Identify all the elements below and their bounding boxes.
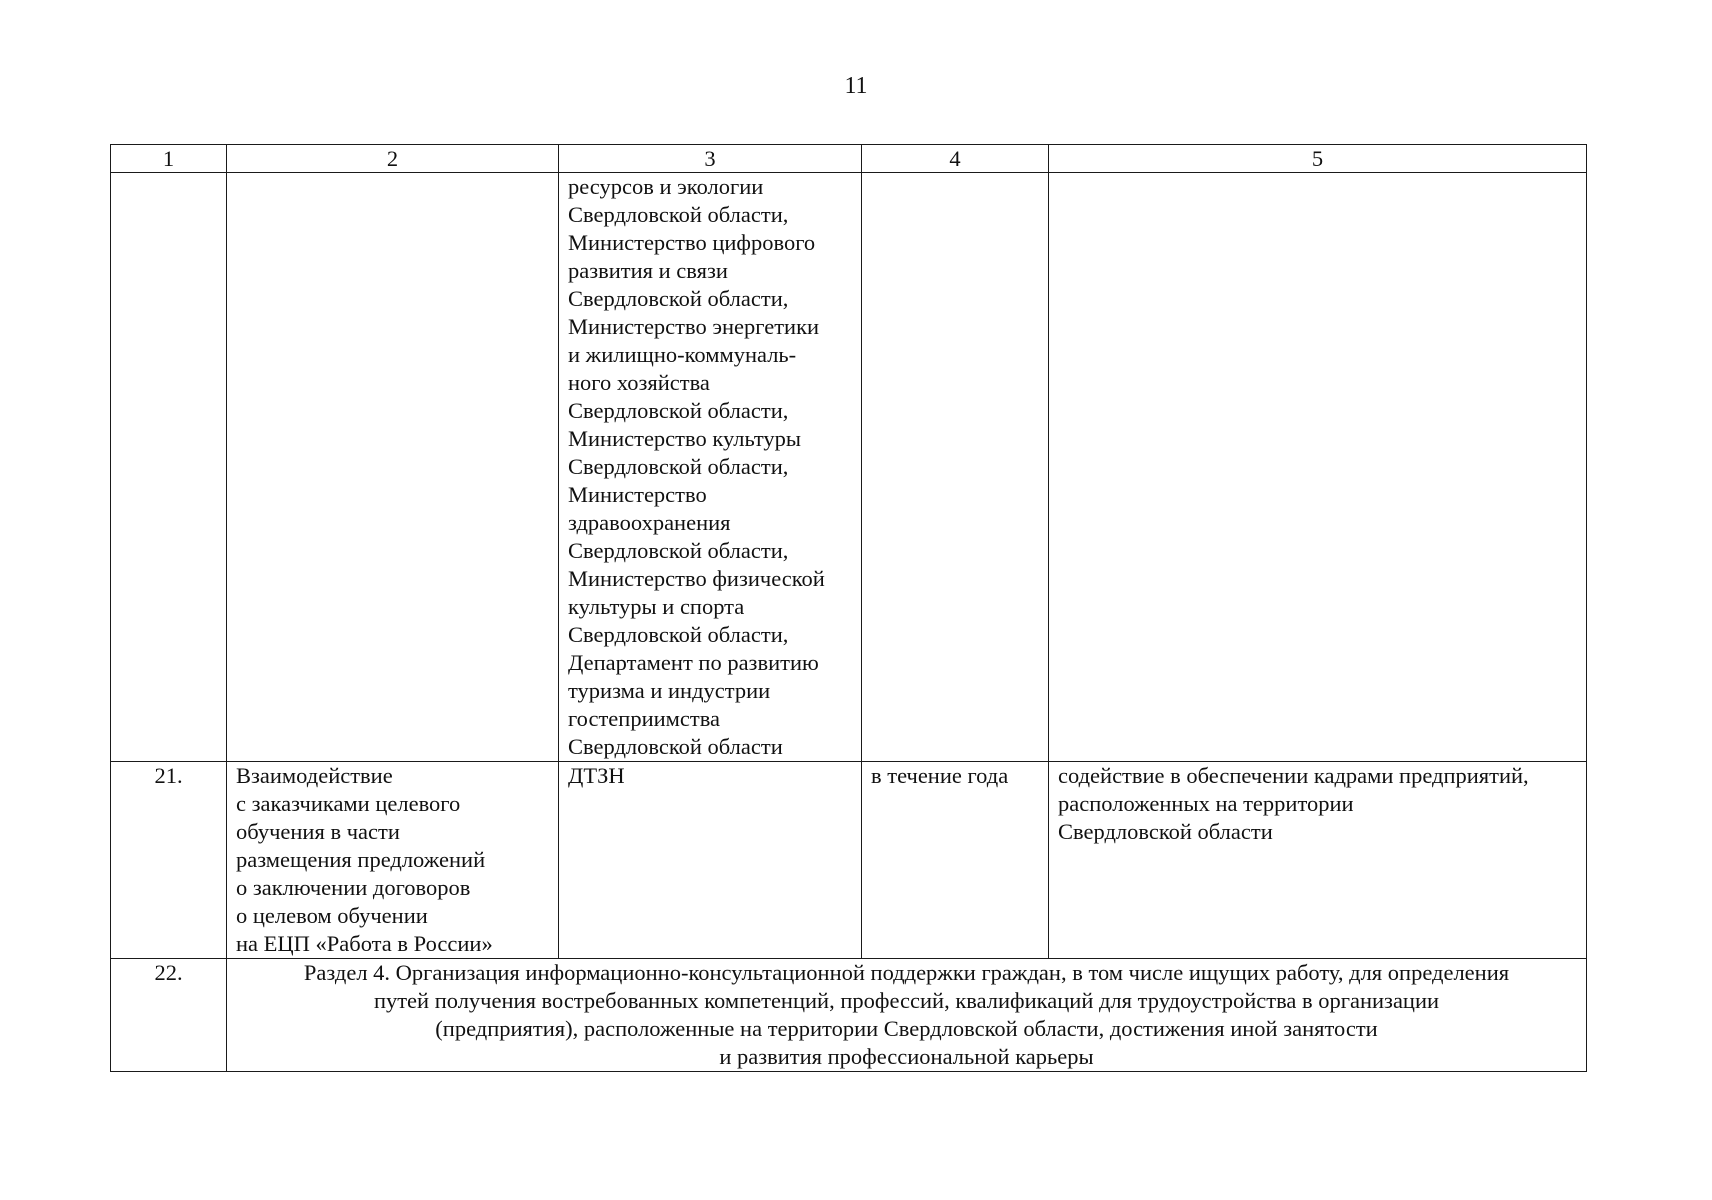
continuation-deadline-cell xyxy=(862,173,1049,762)
continuation-number-cell xyxy=(111,173,227,762)
row-22-number: 22. xyxy=(111,959,227,1072)
column-header-3: 3 xyxy=(559,145,862,173)
row-21-deadline: в течение года xyxy=(862,762,1049,959)
row-21-activity: Взаимодействие с заказчиками целевого обучения в части размещения предложений о заключении договоров о целевом обучении на ЕЦП «Работа в России» xyxy=(227,762,559,959)
column-header-2: 2 xyxy=(227,145,559,173)
table-row-22 xyxy=(111,959,1587,1072)
continuation-activity-cell xyxy=(227,173,559,762)
column-header-4: 4 xyxy=(862,145,1049,173)
table-row-21 xyxy=(111,762,1587,959)
column-header-1: 1 xyxy=(111,145,227,173)
continuation-executors-cell: ресурсов и экологии Свердловской области, Министерство цифрового развития и связи Свердловской области, Министерство энергетики и жилищно-коммуналь- ного хозяйства Свердловской области, Министерство культуры Свердловской области, Министерство здравоохранения Свердловской области, Министерство физической культуры и спорта Свердловской области, Департамент по развитию туризма и индустрии гостеприимства Свердловской области xyxy=(559,173,862,762)
page-number: 11 xyxy=(844,73,868,99)
row-21-number: 21. xyxy=(111,762,227,959)
row-22-section-title: Раздел 4. Организация информационно-консультационной поддержки граждан, в том числе ищущих работу, для определения путей получения востребованных компетенций, профессий, квалификаций для трудоустройства в организации (предприятия), расположенные на территории Свердловской области, достижения иной занятости и развития профессиональной карьеры xyxy=(227,959,1587,1072)
row-21-result: содействие в обеспечении кадрами предприятий, расположенных на территории Свердловской области xyxy=(1049,762,1587,959)
table-row-continuation xyxy=(111,173,1587,762)
table-header-row xyxy=(111,145,1587,173)
measures-table xyxy=(110,144,1587,1072)
column-header-5: 5 xyxy=(1049,145,1587,173)
continuation-result-cell xyxy=(1049,173,1587,762)
row-21-executor: ДТЗН xyxy=(559,762,862,959)
